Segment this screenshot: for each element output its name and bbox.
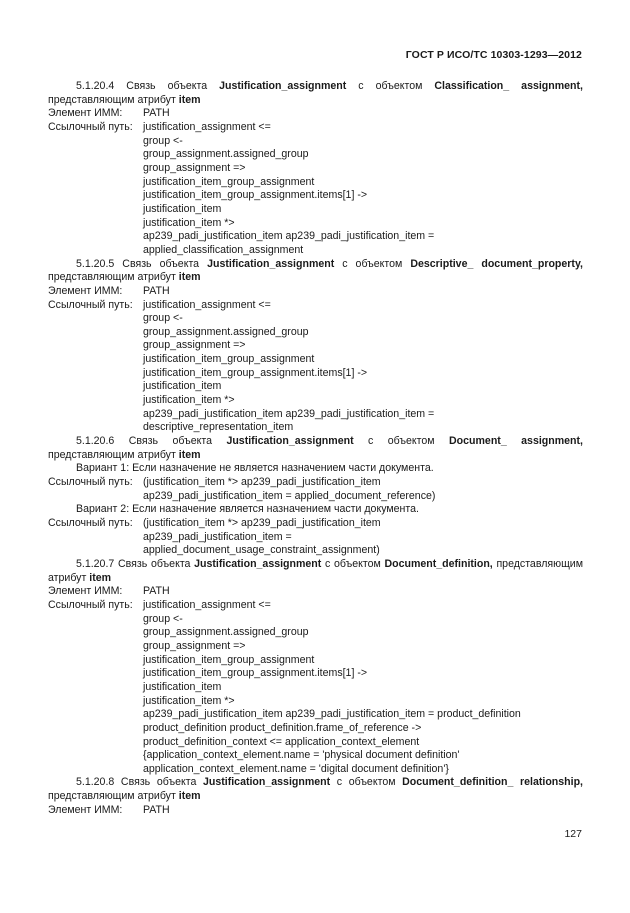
path-line: group <- <box>143 312 183 325</box>
path-line: application_context_element.name = 'digital document definition'} <box>143 762 449 775</box>
variant-1-title: Вариант 1: Если назначение не является назначением части документа. <box>76 462 434 475</box>
document-body <box>48 80 583 817</box>
path-line: group <- <box>143 612 183 625</box>
path-line: justification_item_group_assignment <box>143 353 315 366</box>
section-heading: 5.1.20.5 Связь объекта Justification_assignment с объектом Descriptive_ document_property, представляющим атрибут item <box>48 257 583 284</box>
path-line: ap239_padi_justification_item ap239_padi_justification_item = <box>143 230 435 243</box>
path-line: group_assignment.assigned_group <box>143 626 309 639</box>
section-5-1-20-7 <box>48 558 583 777</box>
path-line: justification_item_group_assignment.items[1] -> <box>143 667 368 680</box>
path-row: Ссылочный путь: justification_assignment <= <box>48 120 271 133</box>
path-line: ap239_padi_justification_item ap239_padi_justification_item = <box>143 407 435 420</box>
variant-2-title: Вариант 2: Если назначение является назначением части документа. <box>76 503 419 516</box>
path-line: justification_item_group_assignment <box>143 653 315 666</box>
path-row: Ссылочный путь: justification_assignment <= <box>48 298 271 311</box>
section-heading: 5.1.20.8 Связь объекта Justification_assignment с объектом Document_definition_ relationship, представляющим атрибут item <box>48 776 583 803</box>
section-heading: 5.1.20.4 Связь объекта Justification_assignment с объектом Classification_ assignment, представляющим атрибут item <box>48 80 583 106</box>
path-line: justification_item <box>143 680 222 693</box>
path-line: applied_classification_assignment <box>143 243 304 256</box>
path-line: justification_item *> <box>143 694 235 707</box>
path-line: justification_item *> <box>143 216 235 229</box>
path-line: justification_item_group_assignment.items[1] -> <box>143 189 368 202</box>
path-line: product_definition product_definition.frame_of_reference -> <box>143 721 422 734</box>
section-5-1-20-6 <box>48 435 583 558</box>
element-row: Элемент ИММ: PATH <box>48 585 170 598</box>
path-line: justification_item_group_assignment <box>143 175 315 188</box>
path-line: group_assignment.assigned_group <box>143 325 309 338</box>
path-line: justification_item *> <box>143 394 235 407</box>
section-5-1-20-5 <box>48 258 583 436</box>
path-line: ap239_padi_justification_item = <box>143 530 292 543</box>
path-line: applied_document_usage_constraint_assignment) <box>143 544 380 557</box>
element-row: Элемент ИММ: PATH <box>48 284 170 297</box>
path-line: group_assignment => <box>143 161 246 174</box>
path-line: descriptive_representation_item <box>143 421 294 434</box>
section-5-1-20-8 <box>48 776 583 817</box>
section-heading: 5.1.20.6 Связь объекта Justification_assignment с объектом Document_ assignment, представляющим атрибут item <box>48 435 583 461</box>
section-5-1-20-4 <box>48 80 583 258</box>
page-number: 127 <box>564 828 582 840</box>
path-line: group_assignment => <box>143 639 246 652</box>
path-line: product_definition_context <= application_context_element <box>143 735 420 748</box>
path-line: ap239_padi_justification_item ap239_padi_justification_item = product_definition <box>143 708 521 721</box>
element-row: Элемент ИММ: PATH <box>48 107 170 120</box>
path-line: group_assignment => <box>143 339 246 352</box>
path-line: justification_item <box>143 202 222 215</box>
path-line: justification_item_group_assignment.items[1] -> <box>143 366 368 379</box>
path-line: {application_context_element.name = 'physical document definition' <box>143 749 460 762</box>
path-row: Ссылочный путь: justification_assignment <= <box>48 598 271 611</box>
path-row: Ссылочный путь: (justification_item *> ap239_padi_justification_item <box>48 476 381 489</box>
path-row: Ссылочный путь: (justification_item *> ap239_padi_justification_item <box>48 517 381 529</box>
path-line: ap239_padi_justification_item = applied_document_reference) <box>143 489 436 502</box>
path-line: group <- <box>143 134 183 147</box>
element-row: Элемент ИММ: PATH <box>48 803 170 816</box>
section-heading: 5.1.20.7 Связь объекта Justification_assignment с объектом Document_definition, представляющим атрибут item <box>48 557 583 584</box>
path-line: justification_item <box>143 380 222 393</box>
page-header-standard: ГОСТ Р ИСО/ТС 10303-1293—2012 <box>405 49 582 61</box>
path-line: group_assignment.assigned_group <box>143 148 309 161</box>
